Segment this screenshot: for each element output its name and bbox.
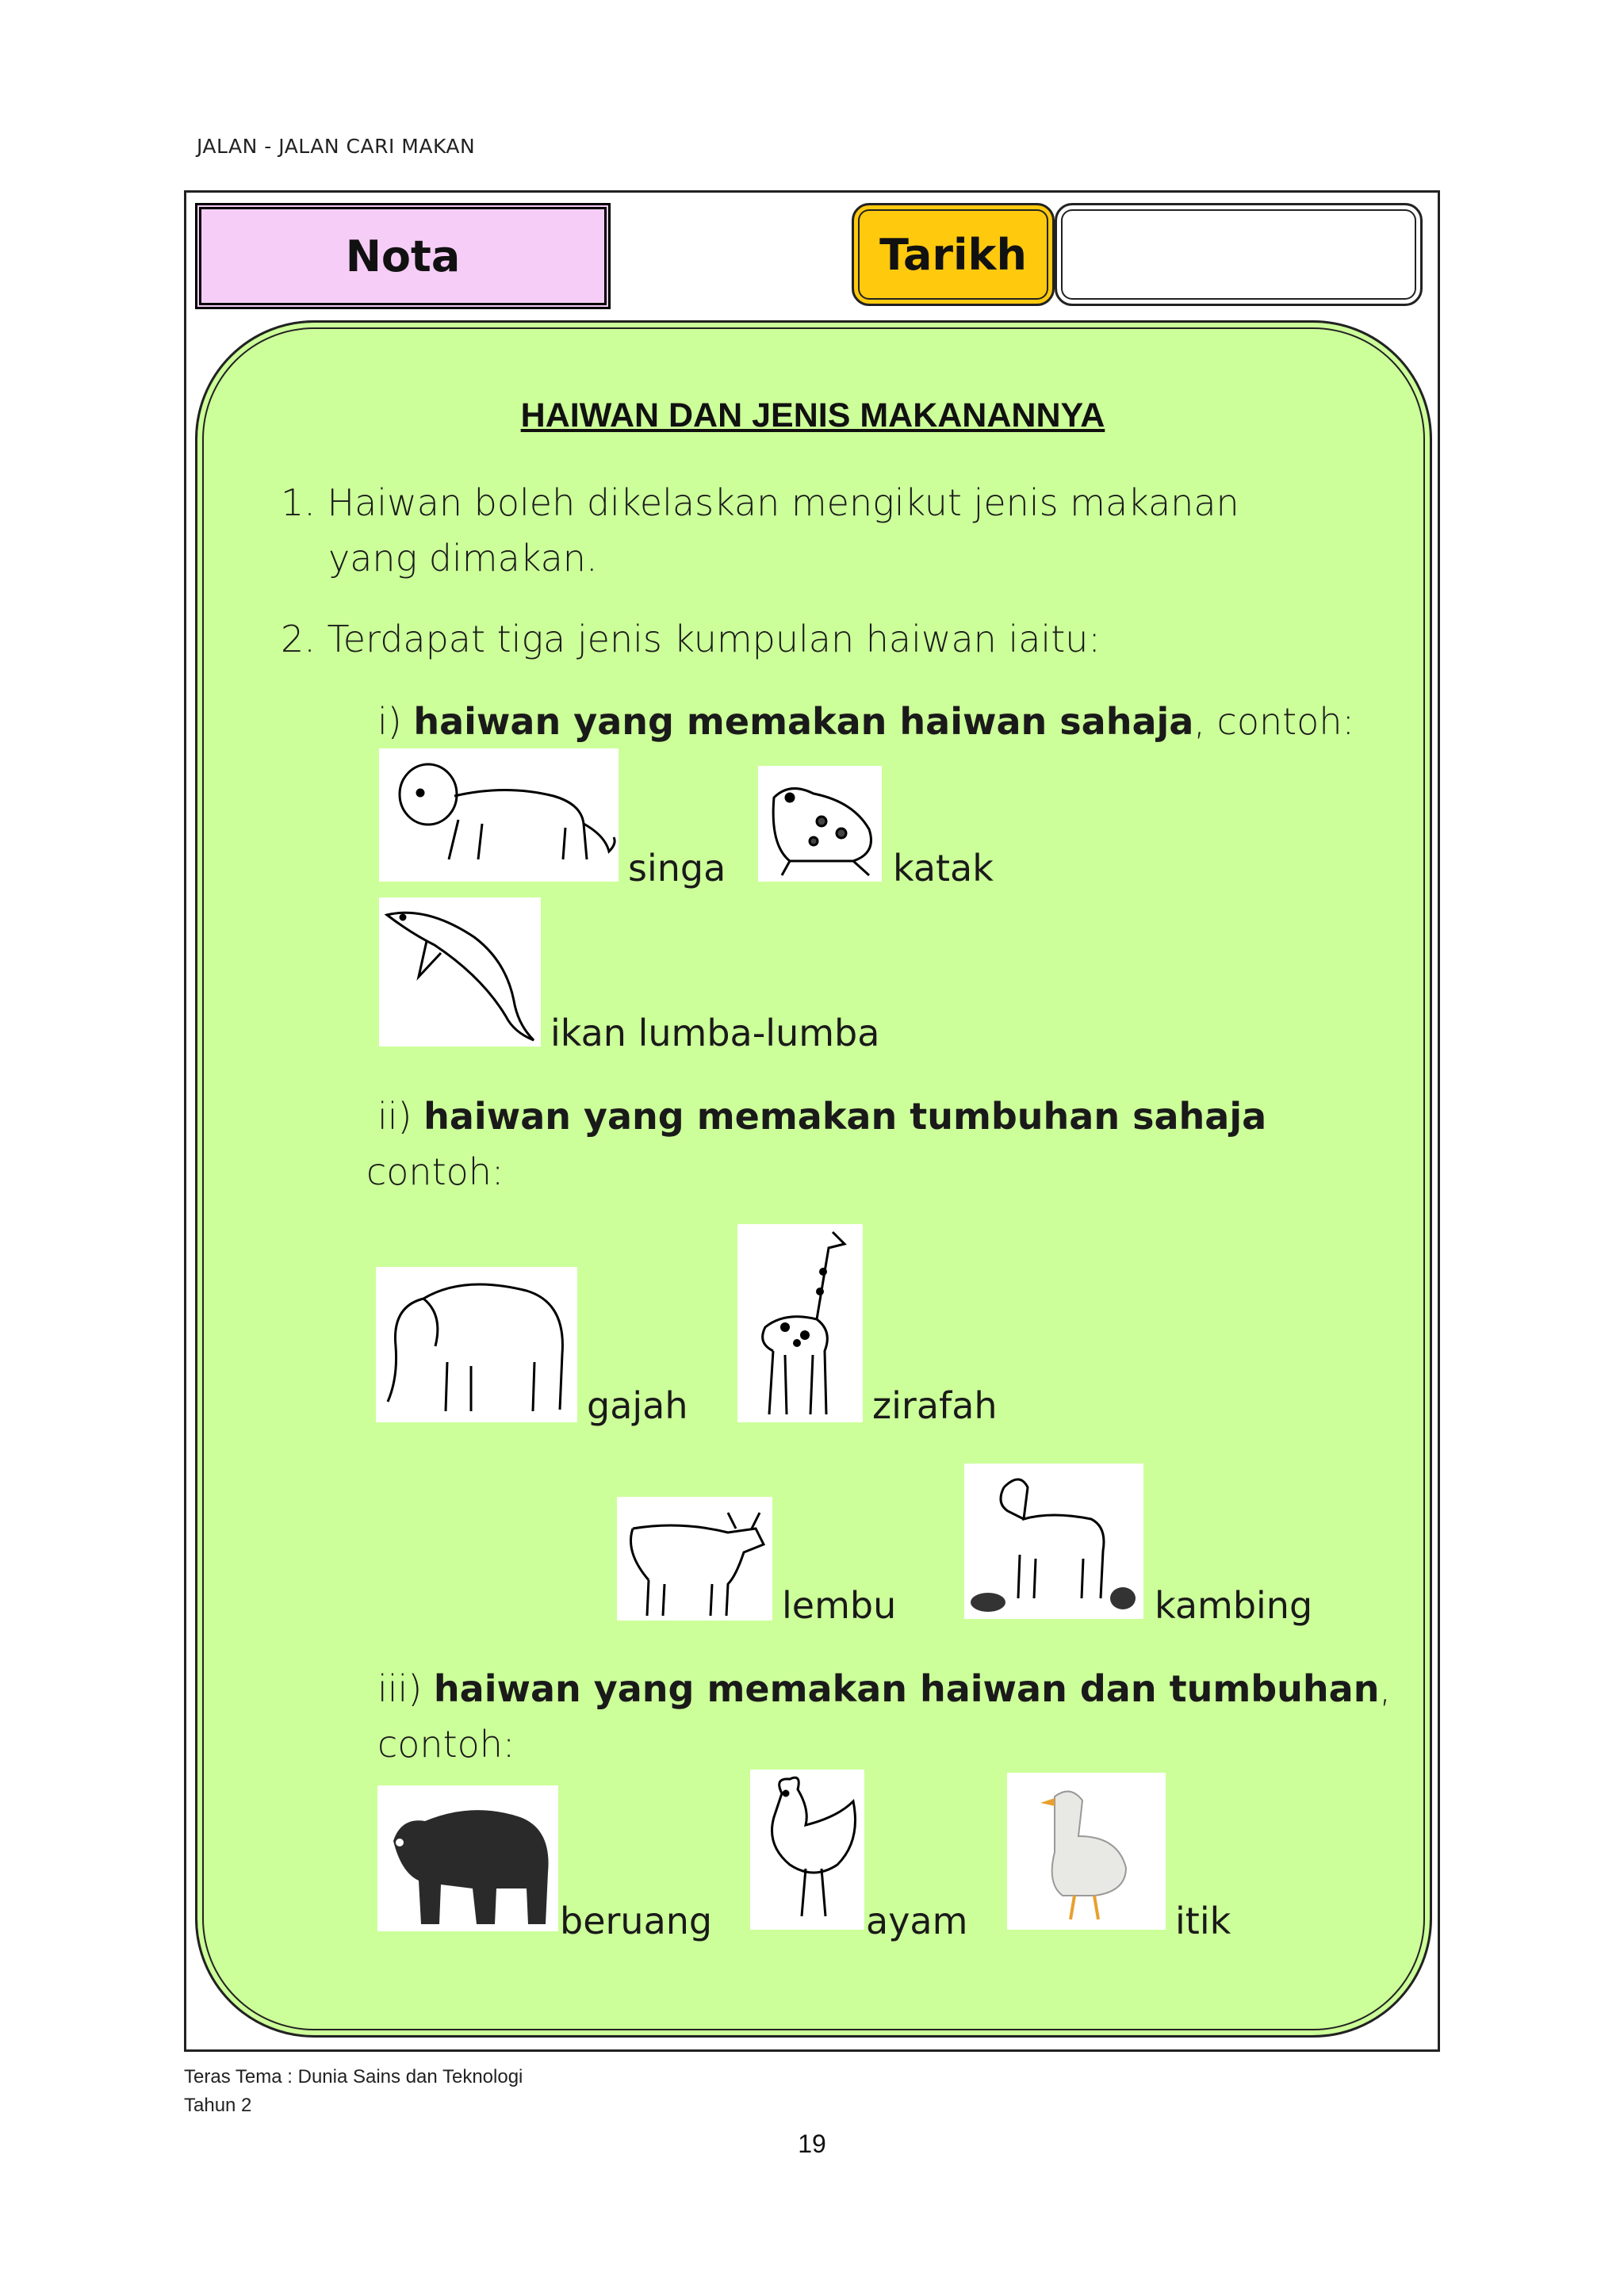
tarikh-label-box <box>852 203 1055 306</box>
point-1-line-1: 1. Haiwan boleh dikelaskan mengikut jenis makanan <box>281 481 1239 524</box>
bear-image <box>377 1785 558 1931</box>
cow-image <box>617 1497 772 1621</box>
tarikh-label: Tarikh <box>879 229 1027 280</box>
goat-icon <box>964 1464 1143 1619</box>
giraffe-image <box>737 1224 863 1422</box>
chicken-image <box>750 1770 864 1930</box>
point-2: 2. Terdapat tiga jenis kumpulan haiwan iaitu: <box>281 618 1101 660</box>
giraffe-icon <box>737 1224 863 1422</box>
frog-icon <box>758 766 882 882</box>
running-header: JALAN - JALAN CARI MAKAN <box>197 135 476 158</box>
dolphin-icon <box>379 897 541 1047</box>
label-kambing: kambing <box>1155 1584 1313 1627</box>
label-ikan-lumba-lumba: ikan lumba-lumba <box>550 1012 880 1054</box>
elephant-icon <box>376 1267 577 1422</box>
goat-image <box>964 1464 1143 1619</box>
duck-icon <box>1007 1773 1166 1930</box>
group-2-contoh: contoh: <box>366 1150 504 1193</box>
nota-label-box <box>195 203 611 309</box>
chicken-icon <box>750 1770 864 1930</box>
frog-image <box>758 766 882 882</box>
group-1-heading: i) haiwan yang memakan haiwan sahaja, contoh: <box>377 700 1354 743</box>
point-1-line-2: yang dimakan. <box>328 537 598 580</box>
lion-icon <box>379 748 619 882</box>
dolphin-image <box>379 897 541 1047</box>
page-number: 19 <box>798 2130 826 2158</box>
group-3-heading: iii) haiwan yang memakan haiwan dan tumbuhan, <box>377 1667 1392 1710</box>
date-field[interactable] <box>1055 203 1423 306</box>
label-lembu: lembu <box>782 1584 897 1627</box>
section-title: HAIWAN DAN JENIS MAKANANNYA <box>520 396 1105 434</box>
cow-icon <box>617 1497 772 1621</box>
group-2-heading: ii) haiwan yang memakan tumbuhan sahaja <box>377 1095 1267 1138</box>
nota-label: Nota <box>345 231 461 281</box>
lion-image <box>379 748 619 882</box>
label-beruang: beruang <box>560 1900 713 1942</box>
label-katak: katak <box>893 847 994 890</box>
elephant-image <box>376 1267 577 1422</box>
footer-year: Tahun 2 <box>184 2095 252 2116</box>
label-gajah: gajah <box>587 1384 688 1427</box>
label-singa: singa <box>628 847 726 890</box>
label-itik: itik <box>1175 1900 1231 1942</box>
bear-icon <box>377 1785 558 1931</box>
label-zirafah: zirafah <box>872 1384 998 1427</box>
group-3-contoh: contoh: <box>377 1723 515 1766</box>
label-ayam: ayam <box>866 1900 968 1942</box>
footer-theme: Teras Tema : Dunia Sains dan Teknologi <box>184 2066 523 2087</box>
duck-image <box>1007 1773 1166 1930</box>
